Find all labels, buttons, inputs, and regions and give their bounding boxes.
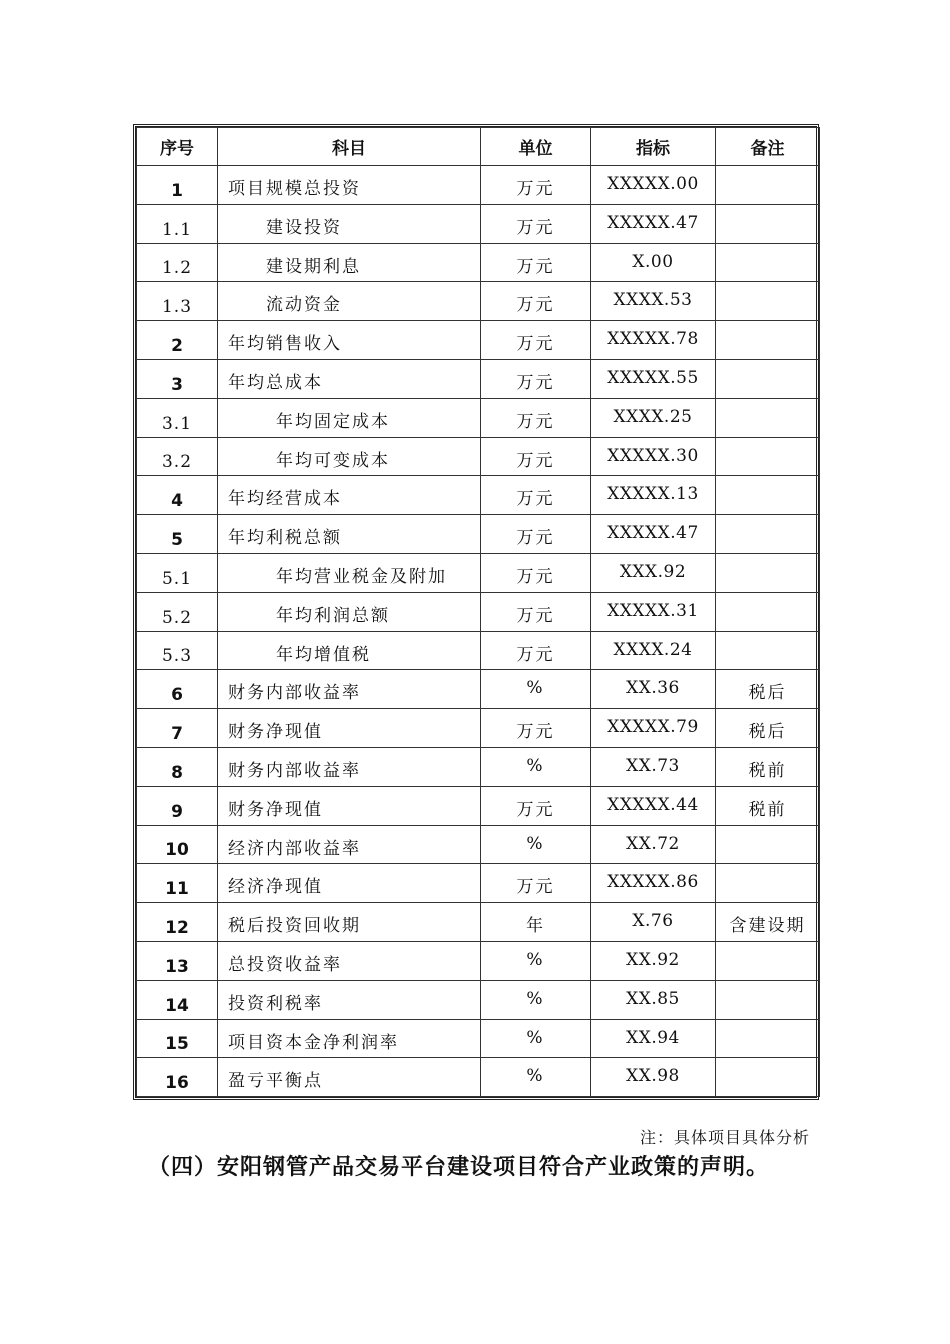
indicator-table <box>136 127 820 1097</box>
row-value-cell: XXXX.24 <box>591 631 716 670</box>
table-row <box>137 1019 820 1058</box>
row-seq-cell: 5.1 <box>137 553 218 592</box>
row-unit-cell: % <box>481 980 591 1019</box>
row-remark-cell <box>716 980 820 1019</box>
table-row <box>137 282 820 321</box>
row-item-cell: 财务内部收益率 <box>218 670 481 709</box>
row-unit-cell: % <box>481 1019 591 1058</box>
row-seq-cell: 6 <box>137 670 218 709</box>
row-remark-cell <box>716 437 820 476</box>
row-seq-cell: 16 <box>137 1058 218 1097</box>
row-unit-cell: 年 <box>481 903 591 942</box>
table-row <box>137 515 820 554</box>
table-row <box>137 321 820 360</box>
table-row <box>137 166 820 205</box>
row-item-cell: 项目规模总投资 <box>218 166 481 205</box>
row-unit-cell: 万元 <box>481 592 591 631</box>
row-remark-cell <box>716 282 820 321</box>
section-heading: （四）安阳钢管产品交易平台建设项目符合产业政策的声明。 <box>148 1155 770 1180</box>
row-remark-cell: 税前 <box>716 747 820 786</box>
table-row <box>137 437 820 476</box>
row-value-cell: XX.94 <box>591 1019 716 1058</box>
row-item-cell: 年均利润总额 <box>218 592 481 631</box>
header-unit: 单位 <box>481 128 591 166</box>
row-seq-cell: 3.1 <box>137 398 218 437</box>
table-row <box>137 825 820 864</box>
row-remark-cell <box>716 204 820 243</box>
table-row <box>137 398 820 437</box>
table-row <box>137 359 820 398</box>
row-item-cell: 建设期利息 <box>218 243 481 282</box>
row-remark-cell: 含建设期 <box>716 903 820 942</box>
row-value-cell: XX.36 <box>591 670 716 709</box>
table-body <box>137 166 820 1097</box>
row-item-cell: 总投资收益率 <box>218 941 481 980</box>
row-item-cell: 年均增值税 <box>218 631 481 670</box>
row-unit-cell: 万元 <box>481 709 591 748</box>
row-item-cell: 年均可变成本 <box>218 437 481 476</box>
row-remark-cell: 税前 <box>716 786 820 825</box>
row-seq-cell: 4 <box>137 476 218 515</box>
header-indicator: 指标 <box>591 128 716 166</box>
header-remark: 备注 <box>716 128 820 166</box>
row-unit-cell: 万元 <box>481 515 591 554</box>
row-remark-cell <box>716 166 820 205</box>
row-unit-cell: 万元 <box>481 398 591 437</box>
row-value-cell: XX.92 <box>591 941 716 980</box>
row-item-cell: 经济内部收益率 <box>218 825 481 864</box>
row-remark-cell <box>716 321 820 360</box>
row-value-cell: XX.73 <box>591 747 716 786</box>
row-value-cell: XX.72 <box>591 825 716 864</box>
row-value-cell: XXXXX.30 <box>591 437 716 476</box>
row-remark-cell <box>716 631 820 670</box>
row-unit-cell: % <box>481 825 591 864</box>
row-seq-cell: 1.2 <box>137 243 218 282</box>
row-seq-cell: 3 <box>137 359 218 398</box>
row-seq-cell: 5.2 <box>137 592 218 631</box>
row-remark-cell <box>716 825 820 864</box>
row-remark-cell <box>716 359 820 398</box>
row-value-cell: XXXXX.47 <box>591 515 716 554</box>
row-seq-cell: 13 <box>137 941 218 980</box>
table-header-row <box>137 128 820 166</box>
row-seq-cell: 11 <box>137 864 218 903</box>
row-value-cell: XXXXX.44 <box>591 786 716 825</box>
row-seq-cell: 1.3 <box>137 282 218 321</box>
row-unit-cell: 万元 <box>481 282 591 321</box>
row-value-cell: XXXXX.86 <box>591 864 716 903</box>
row-item-cell: 建设投资 <box>218 204 481 243</box>
row-seq-cell: 3.2 <box>137 437 218 476</box>
row-value-cell: XXXX.53 <box>591 282 716 321</box>
row-unit-cell: 万元 <box>481 437 591 476</box>
header-seq: 序号 <box>137 128 218 166</box>
row-remark-cell <box>716 398 820 437</box>
row-remark-cell <box>716 476 820 515</box>
row-value-cell: XXXXX.55 <box>591 359 716 398</box>
row-unit-cell: 万元 <box>481 631 591 670</box>
row-unit-cell: % <box>481 670 591 709</box>
header-item: 科目 <box>218 128 481 166</box>
row-seq-cell: 12 <box>137 903 218 942</box>
row-item-cell: 经济净现值 <box>218 864 481 903</box>
row-value-cell: XX.98 <box>591 1058 716 1097</box>
row-item-cell: 财务净现值 <box>218 709 481 748</box>
row-item-cell: 税后投资回收期 <box>218 903 481 942</box>
row-unit-cell: % <box>481 941 591 980</box>
table-row <box>137 243 820 282</box>
row-item-cell: 年均经营成本 <box>218 476 481 515</box>
table-row <box>137 1058 820 1097</box>
row-value-cell: XXXXX.79 <box>591 709 716 748</box>
row-seq-cell: 5.3 <box>137 631 218 670</box>
row-value-cell: XXXXX.13 <box>591 476 716 515</box>
row-value-cell: XXXXX.47 <box>591 204 716 243</box>
row-value-cell: XXX.92 <box>591 553 716 592</box>
row-unit-cell: 万元 <box>481 476 591 515</box>
row-seq-cell: 10 <box>137 825 218 864</box>
row-unit-cell: 万元 <box>481 321 591 360</box>
row-item-cell: 投资利税率 <box>218 980 481 1019</box>
row-unit-cell: 万元 <box>481 553 591 592</box>
table-row <box>137 864 820 903</box>
row-remark-cell <box>716 941 820 980</box>
row-unit-cell: 万元 <box>481 786 591 825</box>
row-value-cell: X.00 <box>591 243 716 282</box>
table-row <box>137 592 820 631</box>
row-unit-cell: % <box>481 1058 591 1097</box>
row-item-cell: 年均利税总额 <box>218 515 481 554</box>
row-item-cell: 年均营业税金及附加 <box>218 553 481 592</box>
row-unit-cell: % <box>481 747 591 786</box>
row-value-cell: XX.85 <box>591 980 716 1019</box>
table-row <box>137 941 820 980</box>
row-seq-cell: 8 <box>137 747 218 786</box>
row-remark-cell <box>716 515 820 554</box>
row-seq-cell: 1 <box>137 166 218 205</box>
table-row <box>137 476 820 515</box>
row-item-cell: 财务内部收益率 <box>218 747 481 786</box>
row-unit-cell: 万元 <box>481 166 591 205</box>
row-unit-cell: 万元 <box>481 359 591 398</box>
row-unit-cell: 万元 <box>481 243 591 282</box>
row-remark-cell <box>716 1058 820 1097</box>
row-remark-cell <box>716 592 820 631</box>
table-row <box>137 553 820 592</box>
row-item-cell: 年均销售收入 <box>218 321 481 360</box>
row-seq-cell: 5 <box>137 515 218 554</box>
row-remark-cell: 税后 <box>716 709 820 748</box>
table-row <box>137 786 820 825</box>
row-seq-cell: 2 <box>137 321 218 360</box>
table-footnote: 注：具体项目具体分析 <box>639 1128 810 1147</box>
row-item-cell: 年均总成本 <box>218 359 481 398</box>
row-seq-cell: 1.1 <box>137 204 218 243</box>
row-remark-cell <box>716 1019 820 1058</box>
row-item-cell: 财务净现值 <box>218 786 481 825</box>
indicator-table-frame <box>133 124 819 1100</box>
row-item-cell: 项目资本金净利润率 <box>218 1019 481 1058</box>
table-row <box>137 747 820 786</box>
table-row <box>137 204 820 243</box>
table-row <box>137 980 820 1019</box>
row-value-cell: XXXX.25 <box>591 398 716 437</box>
row-value-cell: X.76 <box>591 903 716 942</box>
row-seq-cell: 15 <box>137 1019 218 1058</box>
row-remark-cell <box>716 553 820 592</box>
row-seq-cell: 14 <box>137 980 218 1019</box>
table-row <box>137 903 820 942</box>
row-unit-cell: 万元 <box>481 204 591 243</box>
row-remark-cell <box>716 864 820 903</box>
row-unit-cell: 万元 <box>481 864 591 903</box>
row-value-cell: XXXXX.78 <box>591 321 716 360</box>
row-item-cell: 年均固定成本 <box>218 398 481 437</box>
table-row <box>137 709 820 748</box>
row-seq-cell: 7 <box>137 709 218 748</box>
table-row <box>137 631 820 670</box>
row-value-cell: XXXXX.31 <box>591 592 716 631</box>
row-remark-cell: 税后 <box>716 670 820 709</box>
row-item-cell: 流动资金 <box>218 282 481 321</box>
row-value-cell: XXXXX.00 <box>591 166 716 205</box>
row-seq-cell: 9 <box>137 786 218 825</box>
row-remark-cell <box>716 243 820 282</box>
row-item-cell: 盈亏平衡点 <box>218 1058 481 1097</box>
table-row <box>137 670 820 709</box>
